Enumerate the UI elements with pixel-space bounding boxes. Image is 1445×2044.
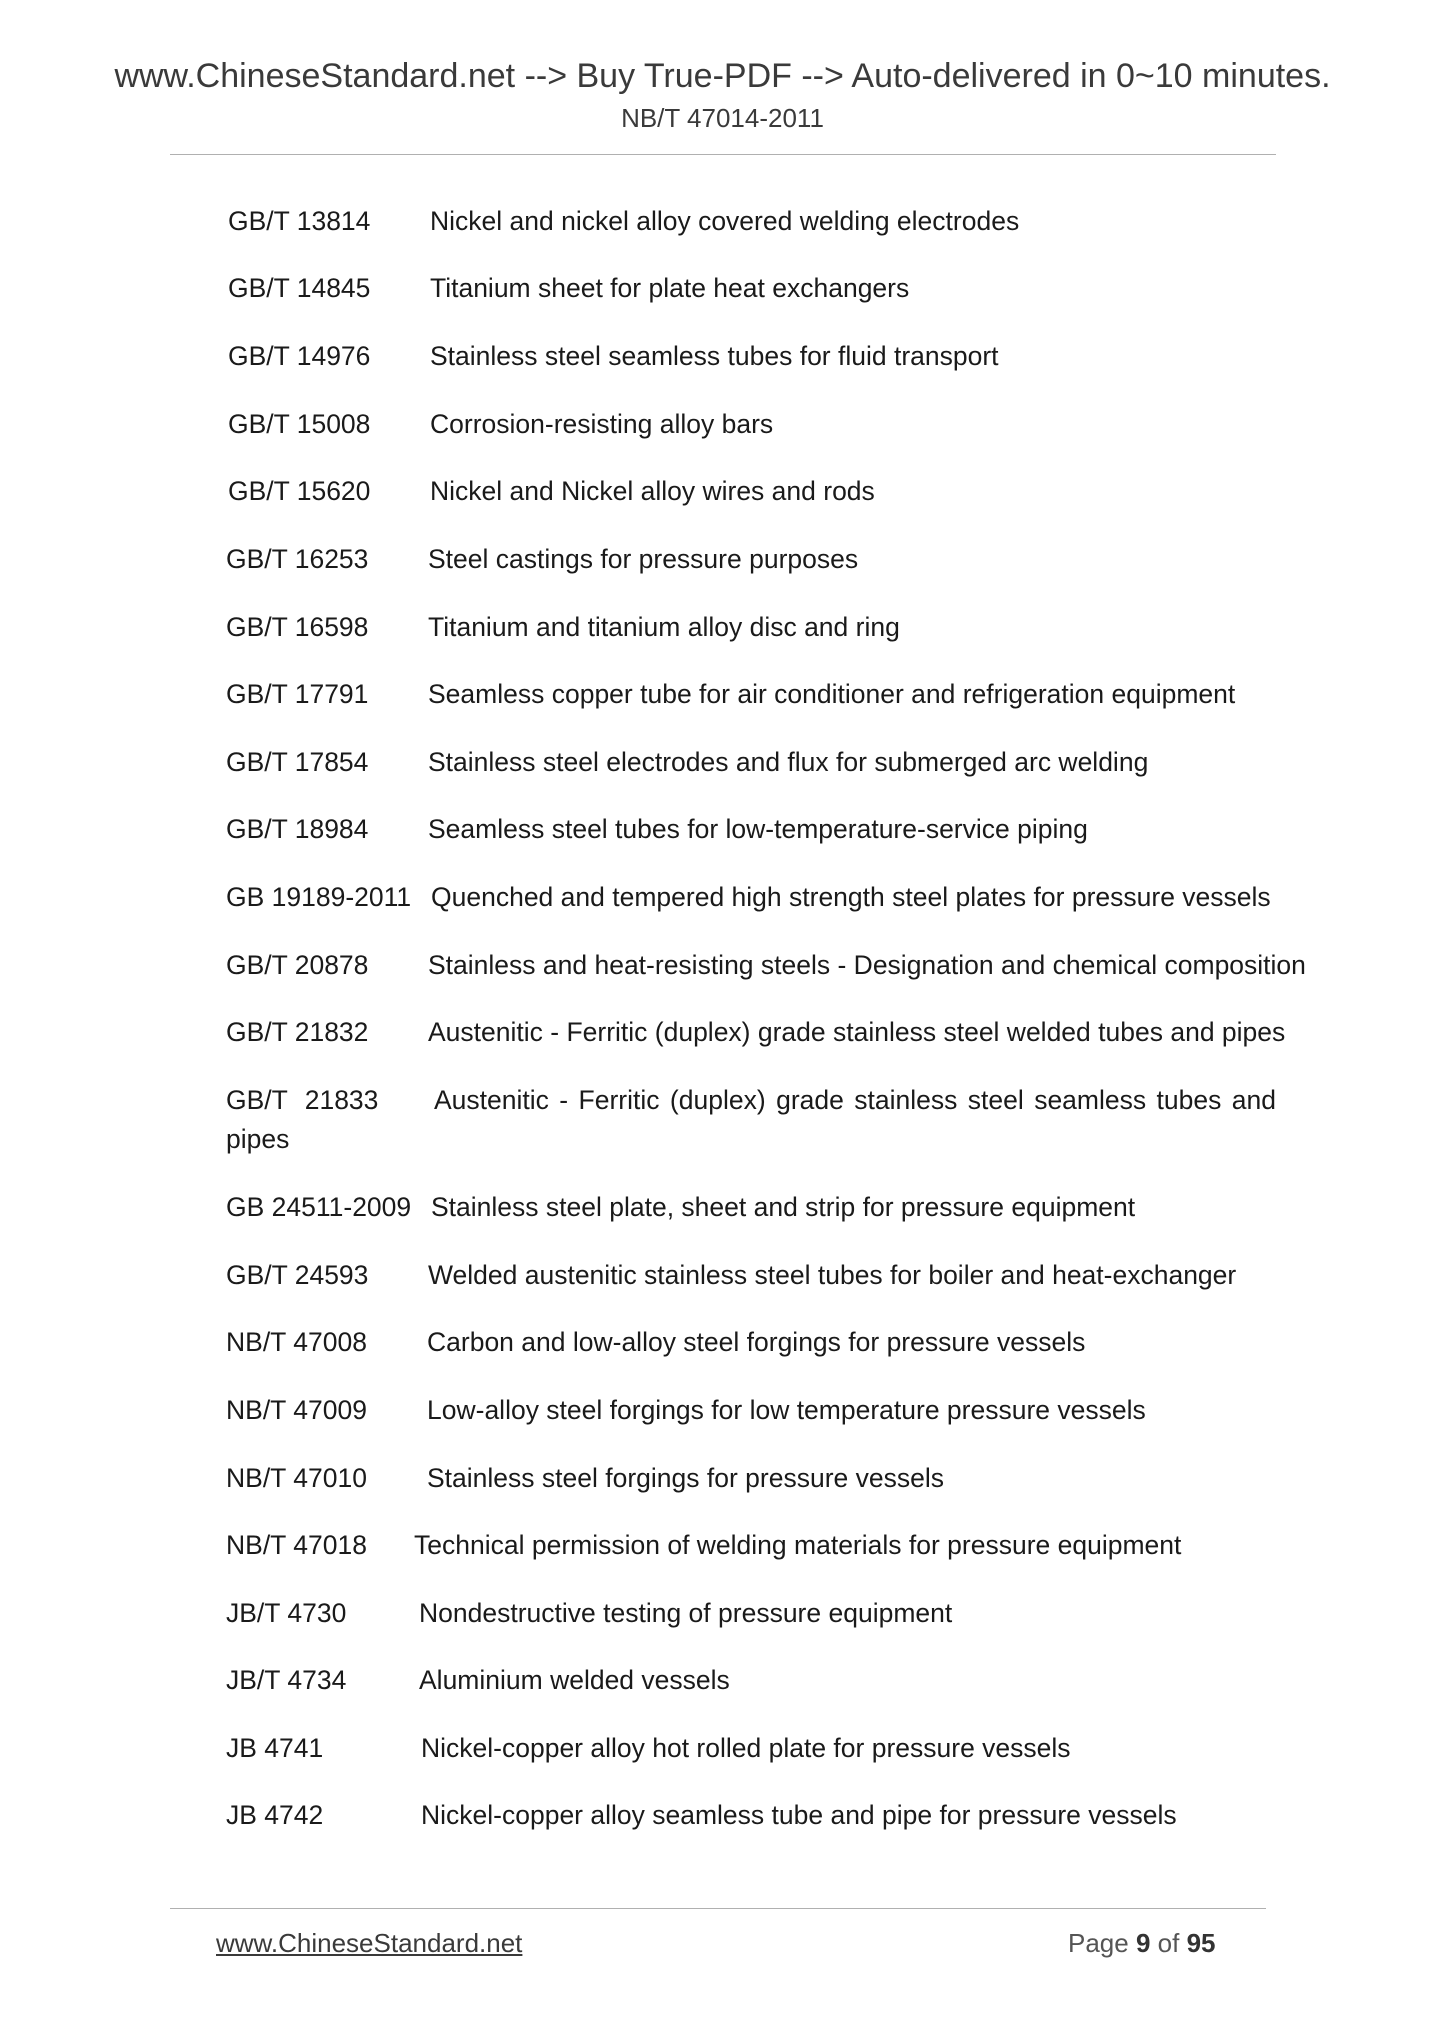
reference-code: JB 4742 [226, 1800, 324, 1830]
reference-code: GB/T 14845 [228, 273, 371, 303]
reference-title: Stainless steel seamless tubes for fluid transport [430, 341, 999, 371]
reference-title: Quenched and tempered high strength steel plates for pressure vessels [431, 882, 1271, 912]
reference-title: Stainless steel forgings for pressure vessels [427, 1463, 944, 1493]
reference-title: Titanium sheet for plate heat exchangers [430, 273, 910, 303]
reference-title: Stainless steel electrodes and flux for submerged arc welding [428, 747, 1149, 777]
reference-code: GB/T 17791 [226, 679, 369, 709]
reference-title: Austenitic - Ferritic (duplex) grade stainless steel seamless tubes and [434, 1085, 1276, 1115]
reference-code: GB/T 17854 [226, 747, 369, 777]
reference-code: GB/T 15008 [228, 409, 371, 439]
reference-code: GB 24511-2009 [226, 1192, 412, 1222]
reference-code: GB/T 13814 [228, 206, 371, 236]
reference-code: GB/T 18984 [226, 814, 369, 844]
page-prefix: Page [1068, 1928, 1129, 1958]
reference-code: GB/T 15620 [228, 476, 371, 506]
reference-title: Nickel and Nickel alloy wires and rods [430, 476, 875, 506]
reference-code: GB/T 20878 [226, 950, 369, 980]
reference-code: GB/T 24593 [226, 1260, 369, 1290]
reference-title: Titanium and titanium alloy disc and ring [428, 612, 900, 642]
reference-title: Stainless steel plate, sheet and strip for pressure equipment [431, 1192, 1136, 1222]
reference-code: GB/T 14976 [228, 341, 371, 371]
reference-title: Seamless copper tube for air conditioner and refrigeration equipment [428, 679, 1236, 709]
reference-code: NB/T 47010 [226, 1463, 367, 1493]
reference-code: GB/T 16598 [226, 612, 369, 642]
page-total: 95 [1186, 1928, 1216, 1958]
standard-number: NB/T 47014-2011 [621, 103, 824, 133]
footer-divider [170, 1908, 1266, 1909]
page-indicator [1068, 1928, 1216, 1959]
footer-site-link[interactable]: www.ChineseStandard.net [216, 1928, 523, 1958]
reference-code: GB/T 21833 [226, 1085, 379, 1115]
reference-title: Corrosion-resisting alloy bars [430, 409, 774, 439]
reference-code: GB 19189-2011 [226, 882, 412, 912]
reference-title: Nickel-copper alloy hot rolled plate for pressure vessels [421, 1733, 1071, 1763]
reference-title: Aluminium welded vessels [419, 1665, 730, 1695]
reference-title: Stainless and heat-resisting steels - Designation and chemical composition [428, 950, 1306, 980]
reference-title: Nondestructive testing of pressure equipment [419, 1598, 953, 1628]
reference-title: Austenitic - Ferritic (duplex) grade stainless steel welded tubes and pipes [428, 1017, 1286, 1047]
reference-title: Technical permission of welding materials for pressure equipment [414, 1530, 1182, 1560]
reference-title: Low-alloy steel forgings for low temperature pressure vessels [427, 1395, 1146, 1425]
reference-code: NB/T 47018 [226, 1530, 367, 1560]
reference-code: JB/T 4730 [226, 1598, 347, 1628]
reference-code: GB/T 21832 [226, 1017, 369, 1047]
reference-title: Carbon and low-alloy steel forgings for pressure vessels [427, 1327, 1086, 1357]
reference-title: Welded austenitic stainless steel tubes for boiler and heat-exchanger [428, 1260, 1237, 1290]
reference-code: NB/T 47009 [226, 1395, 367, 1425]
reference-code: JB 4741 [226, 1733, 324, 1763]
reference-title: Nickel and nickel alloy covered welding electrodes [430, 206, 1020, 236]
page-of: of [1157, 1928, 1180, 1958]
reference-title: Seamless steel tubes for low-temperature-service piping [428, 814, 1088, 844]
reference-title: Nickel-copper alloy seamless tube and pipe for pressure vessels [421, 1800, 1177, 1830]
page-current: 9 [1135, 1928, 1151, 1958]
reference-title-continued: pipes [226, 1124, 290, 1154]
reference-title: Steel castings for pressure purposes [428, 544, 859, 574]
reference-code: NB/T 47008 [226, 1327, 367, 1357]
reference-code: JB/T 4734 [226, 1665, 347, 1695]
reference-code: GB/T 16253 [226, 544, 369, 574]
header-title: www.ChineseStandard.net --> Buy True-PDF --> Auto-delivered in 0~10 minutes. [114, 57, 1331, 95]
